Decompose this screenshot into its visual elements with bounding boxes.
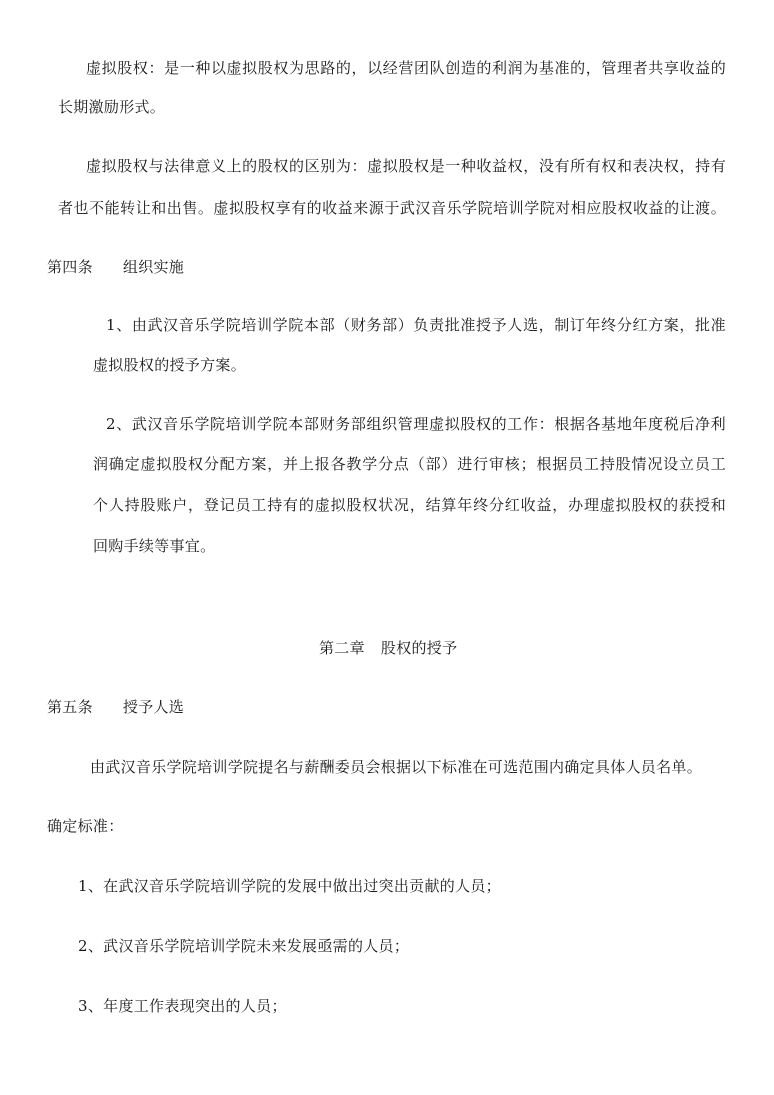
chapter2-title: 股权的授予 <box>380 639 458 657</box>
criteria-item-2: 2、武汉音乐学院培训学院未来发展亟需的人员； <box>78 937 410 955</box>
para1-line1: 虚拟股权：是一种以虚拟股权为思路的，以经营团队创造的利润为基准的，管理者共享收益的 <box>86 59 726 77</box>
criteria-item-3: 3、年度工作表现突出的人员； <box>78 997 287 1015</box>
para1-line2: 长期激励形式。 <box>58 98 166 116</box>
article4-item1-line2: 虚拟股权的授予方案。 <box>93 356 247 374</box>
para2-line1: 虚拟股权与法律意义上的股权的区别为：虚拟股权是一种收益权，没有所有权和表决权，持有 <box>86 157 726 175</box>
article4-item2-line4: 回购手续等事宜。 <box>93 537 216 555</box>
article5-intro: 由武汉音乐学院培训学院提名与薪酬委员会根据以下标准在可选范围内确定具体人员名单。 <box>90 758 703 776</box>
article4-title: 组织实施 <box>122 258 185 276</box>
criteria-heading: 确定标准： <box>47 817 124 835</box>
article4-item2-line3: 个人持股账户，登记员工持有的虚拟股权状况，结算年终分红收益，办理虚拟股权的获授和 <box>93 496 726 514</box>
article5-heading <box>47 697 184 717</box>
article5-title: 授予人选 <box>122 698 185 716</box>
article4-item1-line1: 1、由武汉音乐学院培训学院本部（财务部）负责批准授予人选，制订年终分红方案，批准 <box>106 316 726 334</box>
chapter2-heading <box>319 638 457 658</box>
article5-label: 第五条 <box>47 698 93 716</box>
article4-item2-line1: 2、武汉音乐学院培训学院本部财务部组织管理虚拟股权的工作：根据各基地年度税后净利 <box>106 415 726 433</box>
chapter2-label: 第二章 <box>319 639 365 657</box>
article4-label: 第四条 <box>47 258 93 276</box>
article4-heading <box>47 257 184 277</box>
para2-line2: 者也不能转让和出售。虚拟股权享有的收益来源于武汉音乐学院培训学院对相应股权收益的让渡。 <box>58 199 726 217</box>
criteria-item-1: 1、在武汉音乐学院培训学院的发展中做出过突出贡献的人员； <box>78 877 501 895</box>
article4-item2-line2: 润确定虚拟股权分配方案，并上报各教学分点（部）进行审核；根据员工持股情况设立员工 <box>93 455 726 473</box>
